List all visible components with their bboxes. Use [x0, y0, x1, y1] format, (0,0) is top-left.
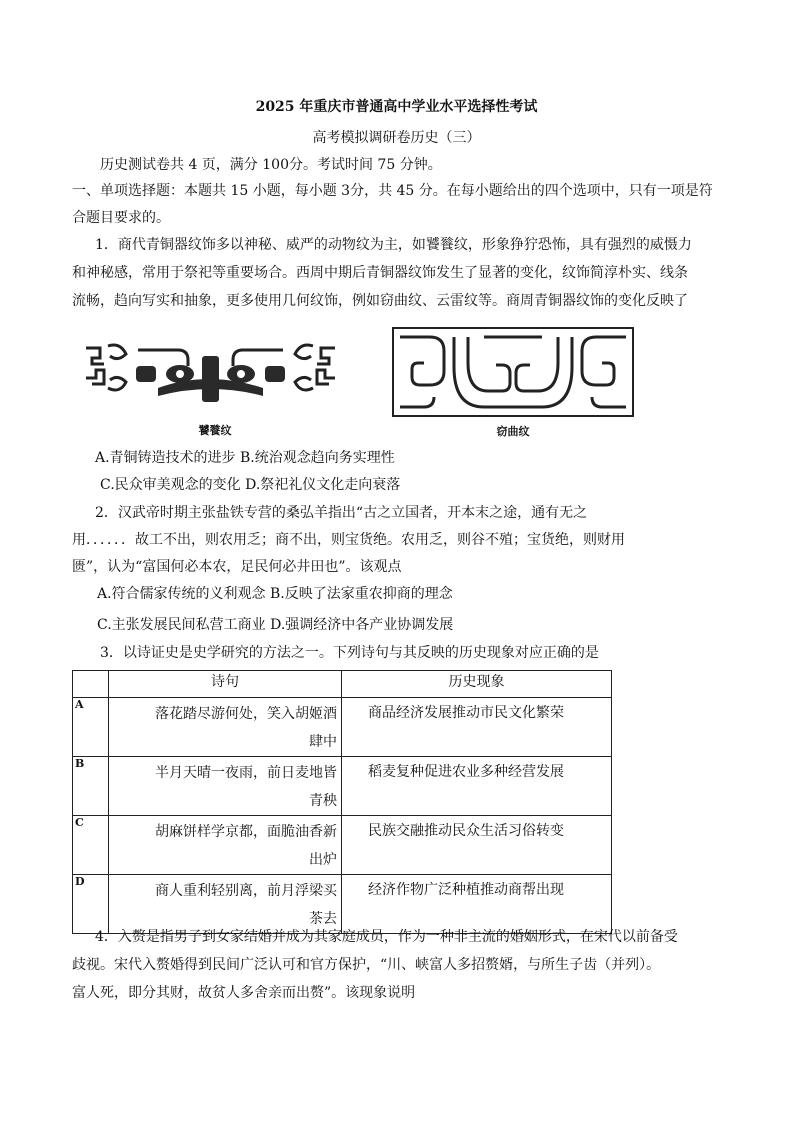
poem-cell: [109, 816, 342, 875]
phenomenon-text: 商品经济发展推动市民文化繁荣: [368, 705, 564, 721]
phenomenon-text: 经济作物广泛种植推动商帮出现: [368, 882, 564, 898]
table-header-cell: 历史现象: [342, 671, 612, 698]
phenomenon-cell: [342, 875, 612, 934]
poem-text: 胡麻饼样学京都，面脆油香新出炉: [155, 824, 337, 868]
q4-stem-line: 富人死，即分其财，故贫人多舍亲而出赘”。该现象说明: [72, 985, 416, 1001]
phenomenon-text: 民族交融推动民众生活习俗转变: [368, 823, 564, 839]
table-row: [73, 757, 612, 816]
q1-stem-line: 1．商代青铜器纹饰多以神秘、威严的动物纹为主，如饕餮纹，形象狰狞恐怖，具有强烈的威慑力: [95, 237, 692, 253]
section-heading-cont: 合题目要求的。: [72, 210, 170, 226]
row-label: B: [73, 757, 109, 816]
q2-stem-line: 2．汉武帝时期主张盐铁专营的桑弘羊指出“古之立国者，开本末之途，通有无之: [95, 505, 588, 521]
q1-options-line: C.民众审美观念的变化 D.祭祀礼仪文化走向衰落: [100, 477, 401, 493]
q2-options-line: A.符合儒家传统的义利观念 B.反映了法家重农抑商的理念: [97, 586, 453, 602]
poem-text: 半月天晴一夜雨，前日麦地皆青秧: [155, 765, 337, 809]
table-row: [73, 698, 612, 757]
table-row: [73, 816, 612, 875]
poem-text: 商人重利轻别离，前月浮梁买茶去: [155, 883, 337, 927]
phenomenon-cell: [342, 816, 612, 875]
poem-cell: [109, 875, 342, 934]
figure-caption-taotie: 饕餮纹: [198, 424, 232, 437]
table-header-cell: 诗句: [109, 671, 342, 698]
poem-text: 落花踏尽游何处，笑入胡姬酒肆中: [155, 706, 337, 750]
table-header-row: [73, 671, 612, 698]
q1-stem-line: 和神秘感，常用于祭祀等重要场合。西周中期后青铜器纹饰发生了显著的变化，纹饰简淳朴实、线条: [72, 265, 688, 281]
table-row: [73, 875, 612, 934]
q4-stem-line: 4．入赘是指男子到女家结婚并成为其家庭成员，作为一种非主流的婚姻形式，在宋代以前备受: [95, 929, 678, 945]
exam-intro: 历史测试卷共 4 页，满分 100分。考试时间 75 分钟。: [100, 157, 442, 173]
taotie-pattern-image: [78, 338, 343, 408]
q4-stem-line: 歧视。宋代入赘婚得到民间广泛认可和官方保护，“川、峡富人多招赘婿，与所生子齿（并列）。: [72, 957, 661, 973]
exam-title: 2025 年重庆市普通高中学业水平选择性考试: [255, 99, 538, 115]
exam-subtitle: 高考模拟调研卷历史（三）: [312, 130, 481, 146]
phenomenon-text: 稻麦复种促进农业多种经营发展: [368, 764, 564, 780]
phenomenon-cell: [342, 757, 612, 816]
q3-table: [72, 670, 612, 934]
q3-stem: 3．以诗证史是史学研究的方法之一。下列诗句与其反映的历史现象对应正确的是: [100, 645, 599, 661]
row-label: A: [73, 698, 109, 757]
section-heading: 一、单项选择题：本题共 15 小题，每小题 3分，共 45 分。在每小题给出的四个选项中，只有一项是符: [72, 183, 713, 199]
row-label: C: [73, 816, 109, 875]
q1-stem-line: 流畅，趋向写实和抽象，更多使用几何纹饰，例如窃曲纹、云雷纹等。商周青铜器纹饰的变化反映了: [72, 293, 688, 309]
qiequ-pattern-image: [392, 327, 634, 417]
row-label: D: [73, 875, 109, 934]
table-header-cell: [73, 671, 109, 698]
figure-caption-qiequ: 窃曲纹: [496, 425, 530, 438]
q2-options-line: C.主张发展民间私营工商业 D.强调经济中各产业协调发展: [97, 617, 454, 633]
q1-options-line: A.青铜铸造技术的进步 B.统治观念趋向务实理性: [95, 450, 395, 466]
q2-stem-line: 用．．．．．．故工不出，则农用乏；商不出，则宝货绝。农用乏，则谷不殖；宝货绝，则财用: [72, 532, 625, 548]
poem-cell: [109, 698, 342, 757]
q2-stem-line: 匮”，认为“富国何必本农，足民何必井田也”。该观点: [72, 559, 402, 575]
phenomenon-cell: [342, 698, 612, 757]
poem-cell: [109, 757, 342, 816]
